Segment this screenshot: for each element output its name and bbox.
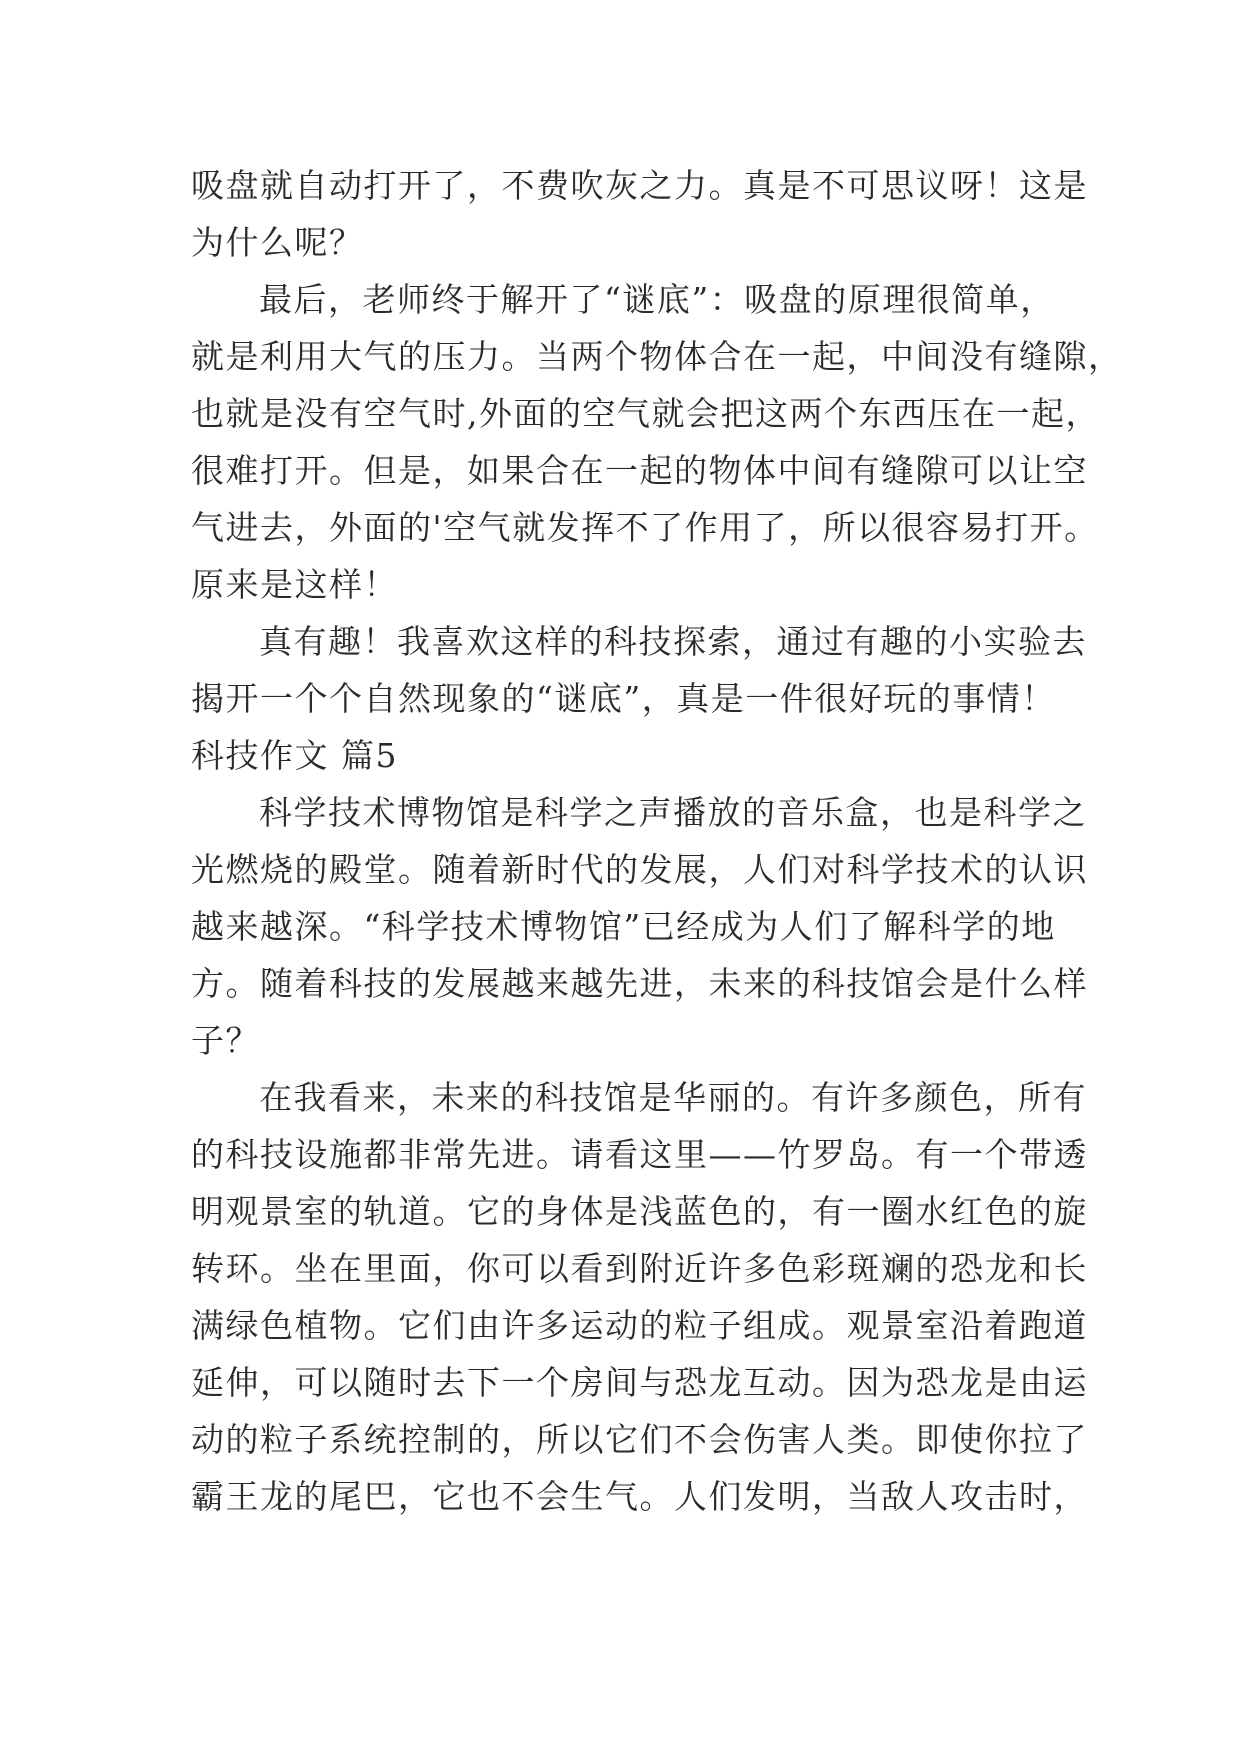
article-body bbox=[191, 157, 1123, 1525]
text-line: 动的粒子系统控制的，所以它们不会伤害人类。即使你拉了 bbox=[191, 1420, 1088, 1459]
text-line: 原来是这样！ bbox=[191, 565, 398, 604]
paragraph-start-line: 真有趣！我喜欢这样的科技探索，通过有趣的小实验去 bbox=[259, 622, 1087, 661]
paragraph-start-line: 科学技术博物馆是科学之声播放的音乐盒，也是科学之 bbox=[259, 793, 1087, 832]
text-line: 揭开一个个自然现象的“谜底”，真是一件很好玩的事情！ bbox=[191, 679, 1056, 718]
text-line: 光燃烧的殿堂。随着新时代的发展，人们对科学技术的认识 bbox=[191, 850, 1088, 889]
text-line: 越来越深。“科学技术博物馆”已经成为人们了解科学的地 bbox=[191, 907, 1056, 946]
text-line: 为什么呢？ bbox=[191, 223, 364, 262]
text-line: 转环。坐在里面，你可以看到附近许多色彩斑斓的恐龙和长 bbox=[191, 1249, 1088, 1288]
text-line: 子？ bbox=[191, 1021, 260, 1060]
paragraph-start-line: 在我看来，未来的科技馆是华丽的。有许多颜色，所有 bbox=[259, 1078, 1087, 1117]
text-line: 明观景室的轨道。它的身体是浅蓝色的，有一圈水红色的旋 bbox=[191, 1192, 1088, 1231]
text-line: 霸王龙的尾巴，它也不会生气。人们发明，当敌人攻击时， bbox=[191, 1477, 1088, 1516]
text-line: 很难打开。但是，如果合在一起的物体中间有缝隙可以让空 bbox=[191, 451, 1088, 490]
text-line: 方。随着科技的发展越来越先进，未来的科技馆会是什么样 bbox=[191, 964, 1088, 1003]
text-line: 满绿色植物。它们由许多运动的粒子组成。观景室沿着跑道 bbox=[191, 1306, 1088, 1345]
section-heading: 科技作文 篇5 bbox=[191, 736, 398, 775]
text-line: 的科技设施都非常先进。请看这里——竹罗岛。有一个带透 bbox=[191, 1135, 1088, 1174]
paragraph-start-line: 最后，老师终于解开了“谜底”：吸盘的原理很简单， bbox=[259, 280, 1055, 319]
text-line: 气进去，外面的'空气就发挥不了作用了，所以很容易打开。 bbox=[191, 508, 1099, 547]
text-line: 也就是没有空气时,外面的空气就会把这两个东西压在一起， bbox=[191, 394, 1100, 433]
text-line: 吸盘就自动打开了，不费吹灰之力。真是不可思议呀！这是 bbox=[191, 166, 1088, 205]
text-line: 延伸，可以随时去下一个房间与恐龙互动。因为恐龙是由运 bbox=[191, 1363, 1088, 1402]
text-line: 就是利用大气的压力。当两个物体合在一起，中间没有缝隙， bbox=[191, 337, 1123, 376]
